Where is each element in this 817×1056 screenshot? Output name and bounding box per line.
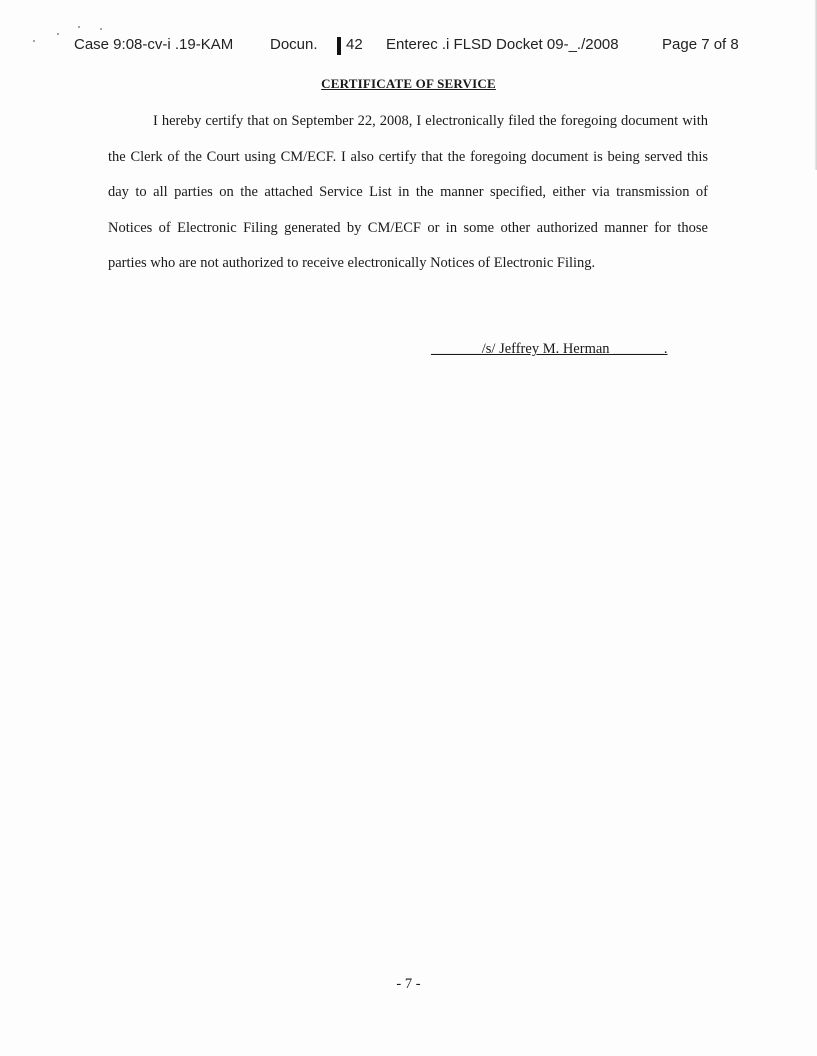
header-page-count: Page 7 of 8 xyxy=(662,36,739,53)
scan-speck xyxy=(33,40,35,42)
header-case-number: Case 9:08-cv-i .19-KAM xyxy=(74,36,234,53)
certificate-title: CERTIFICATE OF SERVICE xyxy=(321,76,496,91)
page-number: - 7 - xyxy=(396,976,421,992)
header-entered-date: Enterec .i FLSD Docket 09‐_./2008 xyxy=(386,36,619,53)
certificate-body: I hereby certify that on September 22, 2008, I electronically filed the foregoing document with the Clerk of the Court using CM/ECF. I also certify that the foregoing document is being served this day to all parties on the attached Service List in the manner specified, either via transmission of Notices of Electronic Filing generated by CM/ECF or in some other authorized manner for those parties who are not authorized to receive electronically Notices of Electronic Filing. xyxy=(108,113,708,271)
scan-speck xyxy=(100,28,102,30)
signature-line: _______/s/ Jeffrey M. Herman _______. xyxy=(431,341,668,357)
scan-mark xyxy=(337,37,341,55)
header-document-label: Docun. xyxy=(270,36,318,53)
scan-speck xyxy=(57,33,59,35)
header-document-number: 42 xyxy=(346,36,363,53)
scan-speck xyxy=(78,26,80,28)
